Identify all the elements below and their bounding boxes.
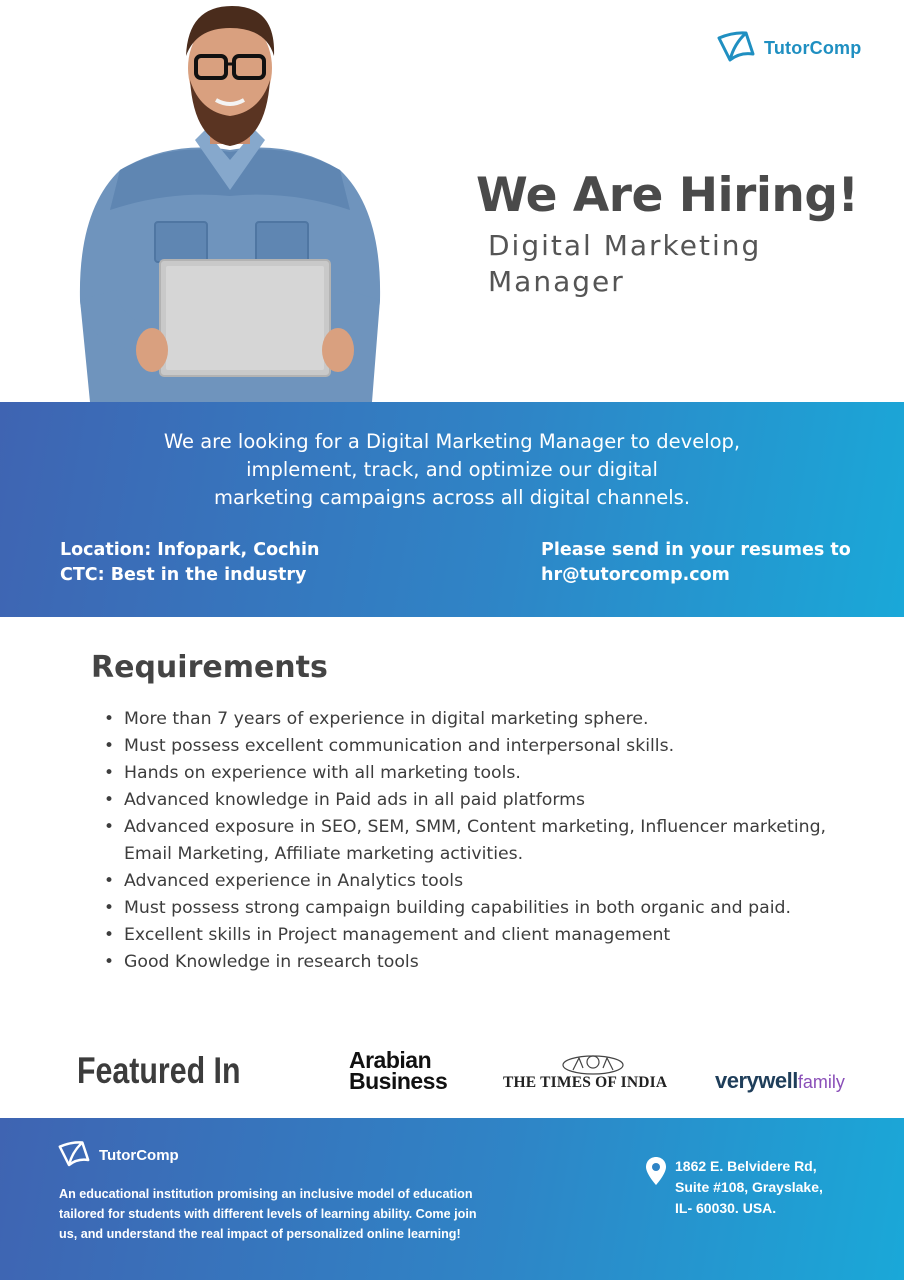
job-ctc: CTC: Best in the industry [60,565,307,585]
verywell-text: verywell [715,1068,798,1093]
job-intro [0,428,904,512]
apply-info [541,538,851,588]
job-title-line: Digital Marketing [488,229,762,262]
footer-description-line: us, and understand the real impact of personalized online learning! [59,1227,461,1241]
arabian-business-logo [349,1047,448,1094]
man-holding-laptop-photo [60,0,400,402]
arabian-business-line: Arabian [349,1047,432,1073]
location-pin-icon [645,1156,667,1186]
requirement-item: • Must possess excellent communication and interpersonal skills. [104,733,844,760]
job-title-line: Manager [488,265,625,298]
requirement-item: • More than 7 years of experience in digital marketing sphere. [104,706,844,733]
family-text: family [797,1072,845,1092]
times-of-india-text: THE TIMES OF INDIA [503,1074,668,1091]
address-line: IL- 60030. USA. [675,1200,777,1216]
requirement-item: • Must possess strong campaign building capabilities in both organic and paid. [104,895,844,922]
intro-line: marketing campaigns across all digital channels. [213,486,691,509]
address-line: Suite #108, Grayslake, [675,1179,823,1195]
address-text [675,1156,823,1219]
book-logo-icon [716,30,756,66]
arabian-business-line: Business [349,1068,448,1094]
hiring-headline: We Are Hiring! [476,168,859,223]
requirement-item: • Advanced exposure in SEO, SEM, SMM, Content marketing, Influencer marketing, Email Marketing, Affiliate marketing activities. [104,814,844,868]
job-position-title [488,228,788,300]
requirement-item: • Excellent skills in Project management and client management [104,922,844,949]
footer-description-line: tailored for students with different levels of learning ability. Come join [59,1207,477,1221]
requirement-item: • Good Knowledge in research tools [104,949,844,976]
job-summary-band [0,402,904,617]
footer-description-line: An educational institution promising an inclusive model of education [59,1187,473,1201]
requirement-item: • Hands on experience with all marketing tools. [104,760,844,787]
footer-description [59,1184,509,1244]
footer-brand-name: TutorComp [99,1146,179,1164]
intro-line: We are looking for a Digital Marketing Manager to develop, [163,430,741,453]
verywell-family-logo [715,1068,845,1094]
requirement-item: • Advanced experience in Analytics tools [104,868,844,895]
apply-instruction: Please send in your resumes to [541,540,851,560]
address-line: 1862 E. Belvidere Rd, [675,1158,817,1174]
book-logo-icon [57,1140,91,1170]
footer-address [645,1156,823,1219]
emblem-icon [559,1052,627,1076]
job-location: Location: Infopark, Cochin [60,540,320,560]
requirement-item: • Advanced knowledge in Paid ads in all paid platforms [104,787,844,814]
hero-section [0,0,904,402]
footer [0,1118,904,1280]
featured-in-label: Featured In [77,1050,241,1091]
intro-line: implement, track, and optimize our digital [246,458,658,481]
brand-logo [716,30,861,66]
requirements-heading: Requirements [91,650,328,685]
apply-email[interactable]: hr@tutorcomp.com [541,565,730,585]
job-details [60,538,319,588]
brand-name: TutorComp [764,37,862,58]
requirements-list [104,706,844,976]
footer-brand-logo [57,1140,179,1170]
